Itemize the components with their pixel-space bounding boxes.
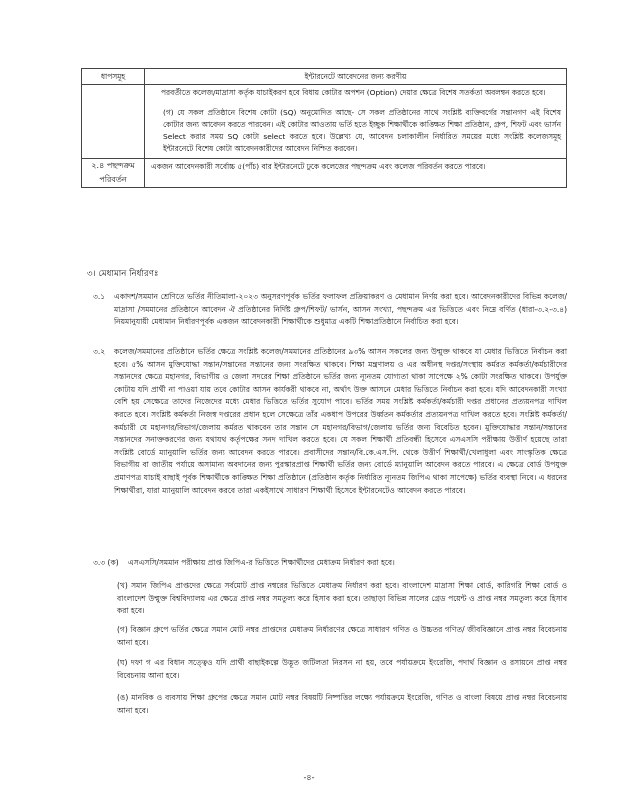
step-label-line1: ২.৪ পছন্দক্রম xyxy=(91,161,135,170)
table-cell-text xyxy=(145,85,567,159)
step-label-line2: পরিবর্তন xyxy=(99,175,127,184)
header-actions: ইন্টারনেটে আবেদনের জন্য করণীয় xyxy=(145,69,567,85)
preference-change-text: একজন আবেদনকারী সর্বোচ্চ ৫(পাঁচ) বার ইন্টারনেটে ঢুকে কলেজের পছন্দক্রম এবং কলেজ পরিবর্তন করতে পারবে। xyxy=(151,162,486,171)
clause-number: ৩.২ xyxy=(93,347,106,356)
section-heading: ৩। মেধামান নির্ধারণঃ xyxy=(87,269,159,279)
table-header-row xyxy=(82,69,567,85)
table-row xyxy=(82,85,567,159)
clause-3-3-gha: (ঘ) দফা গ এর বিধান সত্ত্বেও যদি প্রার্থী বাছাইকল্পে উদ্ভূত জটিলতা নিরসন না হয়, তবে পর্যায়ক্রমে ইংরেজি, পদার্থ বিজ্ঞান ও রসায়নে প্রাপ্ত নম্বর বিবেচনায় আনা হবে। xyxy=(117,658,567,680)
header-steps: ধাপসমূহ xyxy=(82,69,145,85)
table-cell-text xyxy=(145,159,567,188)
clause-3-3-ka: এসএসসি/সমমান পরীক্ষায় প্রাপ্ত জিপিএ-র ভিত্তিতে শিক্ষার্থীদের মেধাক্রম নির্ধারণ করা হবে। xyxy=(128,558,395,567)
clause-3-3-ga: (গ) বিজ্ঞান গ্রুপে ভর্তির ক্ষেত্রে সমান মোট নম্বর প্রাপ্তদের মেধাক্রম নির্ধারণের ক্ষেত্রে সাধারণ গণিত ও উচ্চতর গণিত/ জীববিজ্ঞানে প্রাপ্ত নম্বর বিবেচনায় আনা হবে। xyxy=(117,625,567,647)
kota-option-note: পরবর্তীতে কলেজ/মাদ্রাসা কর্তৃক যাচাইকরণ হবে বিধায় কোটার অপশন (Option) দেয়ার ক্ষেত্রে বিশেষ সতর্কতা অবলম্বন করতে হবে। xyxy=(161,88,546,97)
table-row xyxy=(82,159,567,188)
empty-label-cell xyxy=(82,85,145,159)
step-label xyxy=(82,159,145,188)
clause-3-3-uo: (ঙ) মানবিক ও ব্যবসায় শিক্ষা গ্রুপের ক্ষেত্রে সমান মোট নম্বর বিষয়টি নিষ্পত্তির লক্ষ্যে পর্যায়ক্রমে ইংরেজি, গণিত ও বাংলা বিষয়ে প্রাপ্ত নম্বর বিবেচনায় আনা হবে। xyxy=(117,693,567,715)
page-number: -৪- xyxy=(303,773,315,782)
clause-3-2: কলেজ/সমমানের প্রতিষ্ঠানে ভর্তির ক্ষেত্রে সংশ্লিষ্ট কলেজ/সমমানের প্রতিষ্ঠানের ৯৩% আসন সকলের জন্য উন্মুক্ত থাকবে যা মেধার ভিত্তিতে নির্বাচন করা হবে। ৫% আসন মুক্তিযোদ্ধা সন্তান/সন্তানের সন্তানের জন্য সংরক্ষিত থাকবে। শিক্ষা মন্ত্রণালয় ও এর অধীনস্থ দপ্তর/সংস্থায় কর্মরত কর্মকর্তা/কর্মচারীদের সন্তানদের ক্ষেত্রে মহানগর, বিভাগীয় ও জেলা সদরের শিক্ষা প্রতিষ্ঠানে ভর্তির জন্য ন্যূনতম যোগ্যতা থাকা সাপেক্ষে ২% কোটা সংরক্ষিত থাকবে। উপর্যুক্ত কোটায় যদি প্রার্থী না পাওয়া যায় তবে কোটার আসন কার্যকরী থাকবে না, অর্থাৎ উক্ত আসনে মেধার ভিত্তিতে নির্বাচন করা হবে। যদি আবেদনকারী সংখ্যা বেশি হয় সেক্ষেত্রে তাদের নিজেদের মধ্যে মেধার ভিত্তিতে ভর্তির সুযোগ পাবে। ভর্তির সময় সংশ্লিষ্ট কর্মকর্তা/কর্মচারী দপ্তর প্রধানের প্রত্যয়নপত্র দাখিল করতে হবে। সংশ্লিষ্ট কর্মকর্তা নিজস্ব দপ্তরের প্রধান হলে সেক্ষেত্রে তাঁর একধাপ উপরের উর্ধ্বতন কর্মকর্তার প্রত্যয়নপত্র দাখিল করতে হবে। সংশ্লিষ্ট কর্মকর্তা/কর্মচারী যে মহানগর/বিভাগ/জেলায় কর্মরত থাকবেন তার সন্তান সে মহানগর/বিভাগ/জেলায় ভর্তির জন্য বিবেচিত হবেন। মুক্তিযোদ্ধার সন্তান/সন্তানের সন্তানদের সনাক্তকরণের জন্য যথাযথ কর্তৃপক্ষের সনদ দাখিল করতে হবে। যে সকল শিক্ষার্থী প্রতিবন্ধী হিসেবে এসএসসি পরীক্ষায় উত্তীর্ণ হয়েছে তারা সংশ্লিষ্ট বোর্ডে ম্যানুয়ালি ভর্তির জন্য আবেদন করতে পারবে। প্রবাসীদের সন্তান/বি.কে.এস.পি. থেকে উত্তীর্ণ শিক্ষার্থী/খেলাধুলা এবং সাংস্কৃতিক ক্ষেত্রে বিভাগীয় বা জাতীয় পর্যায়ে অসামান্য অবদানের জন্য পুরস্কারপ্রাপ্ত শিক্ষার্থী ভর্তির জন্য বোর্ডে ম্যানুয়ালি আবেদন করতে পারবে। এ ক্ষেত্রে বোর্ড উপযুক্ত প্রমাণপত্র যাচাই বাছাই পূর্বক শিক্ষার্থীকে কাঙ্ক্ষিত শিক্ষা প্রতিষ্ঠানে (প্রতিষ্ঠান কর্তৃক নির্ধারিত ন্যূনতম জিপিএ থাকা সাপেক্ষে) ভর্তির ব্যবস্থা নিবে। এ ধরনের শিক্ষার্থীরা, যারা ম্যানুয়ালি আবেদন করবে তারা একইসাথে সাধারণ শিক্ষার্থী হিসেবে ইন্টারনেটেও আবেদন করতে পারবে। xyxy=(114,347,567,495)
clause-3-1: একাদশ/সমমান শ্রেণিতে ভর্তির নীতিমালা-২০২৩ অনুসরণপূর্বক ভর্তির ফলাফল প্রক্রিয়াকরণ ও মেধামান নির্ণয় করা হবে। আবেদনকারীদের বিভিন্ন কলেজ/মাদ্রাসা /সমমানের প্রতিষ্ঠানে আবেদন ঐ প্রতিষ্ঠানের নির্দিষ্ট গ্রুপ/শিফট/ ভার্সন, আসন সংখ্যা, পছন্দক্রম এর ভিত্তিতে এবং নিম্নে বর্ণিত (ধারা-৩.২-৩.৪) নিয়মানুযায়ী মেধামান নির্ধারণপূর্বক একজন আবেদনকারী শিক্ষার্থীকে শুধুমাত্র একটি শিক্ষাপ্রতিষ্ঠানে নির্বাচিত করা হবে। xyxy=(114,292,567,327)
clause-number: ৩.১ xyxy=(93,292,106,301)
clause-number: ৩.৩ (ক) xyxy=(93,558,119,567)
clause-3-3-kha: (খ) সমান জিপিএ প্রাপ্তদের ক্ষেত্রে সর্বমোট প্রাপ্ত নম্বরের ভিত্তিতে মেধাক্রম নির্ধারণ করা হবে। বাংলাদেশ মাদ্রাসা শিক্ষা বোর্ড, কারিগরি শিক্ষা বোর্ড ও বাংলাদেশ উন্মুক্ত বিশ্ববিদ্যালয় এর ক্ষেত্রে প্রাপ্ত নম্বর সমতুল্য করে হিসাব করা হবে। তাছাড়া বিভিন্ন সালের গ্রেড পয়েন্ট ও প্রাপ্ত নম্বর সমতুল্য করে হিসাব করা হবে। xyxy=(117,581,567,616)
steps-table xyxy=(81,68,567,188)
special-quota-para: (গ) যে সকল প্রতিষ্ঠানে বিশেষ কোটা (SQ) অনুমোদিত আছে- সে সকল প্রতিষ্ঠানের সাথে সংশ্লিষ্ট ব্যক্তিবর্গের সন্তানগণ এই বিশেষ কোটার জন্য আবেদন করতে পারবেন। এই কোটার আওতায় ভর্তি হতে ইচ্ছুক শিক্ষার্থীকে কাঙ্ক্ষিত শিক্ষা প্রতিষ্ঠান, গ্রুপ, শিফট এবং ভার্সন Select করার সময় SQ কোটা select করতে হবে। উল্লেখ্য যে, আবেদন চলাকালীন নির্ধারিত সময়ের মধ্যে সংশ্লিষ্ট কলেজসমূহ ইন্টারনেটে বিশেষ কোটা আবেদনকারীদের আবেদন নিশ্চিত করবেন। xyxy=(163,108,561,153)
